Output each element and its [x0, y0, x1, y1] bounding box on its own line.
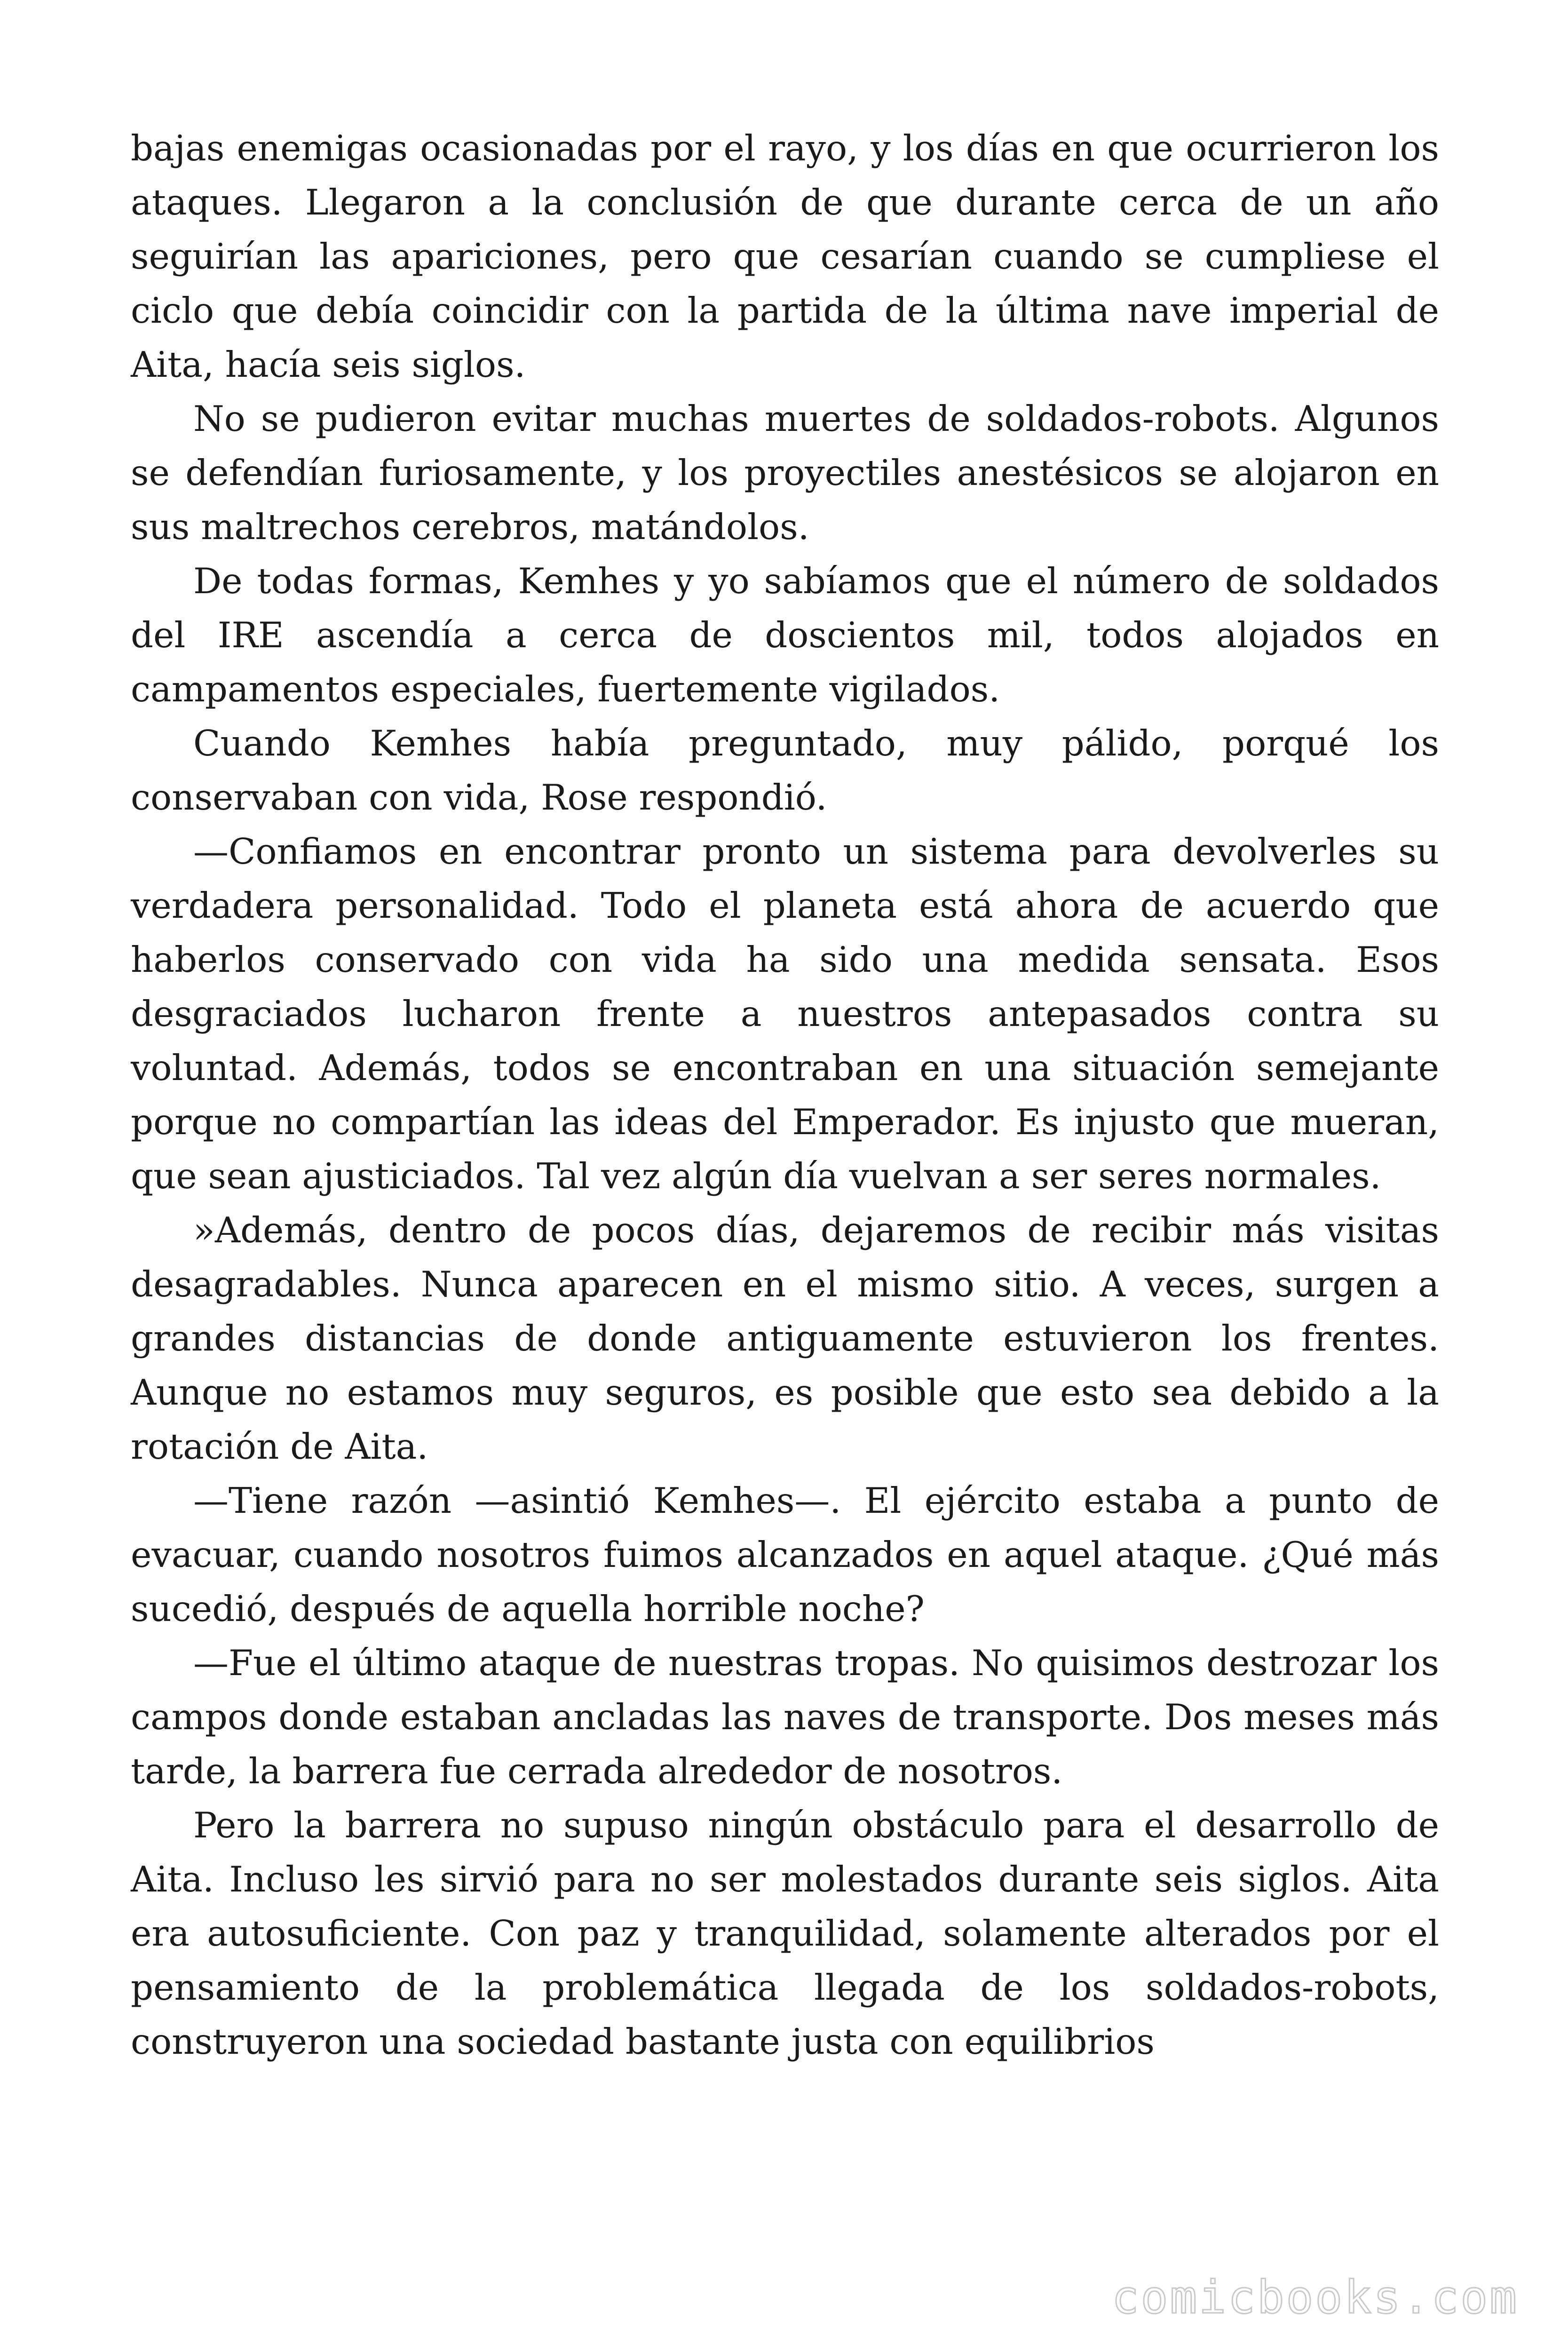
paragraph-8: —Fue el último ataque de nuestras tropas. No quisimos destrozar los campos donde estaban ancladas las naves de transporte. Dos meses más tarde, la barrera fue cerrada alrededor de nosotros.	[131, 1642, 1439, 1792]
watermark: comicbooks.com	[1111, 2271, 1519, 2324]
page-body	[131, 121, 1439, 2069]
paragraph-6: »Además, dentro de pocos días, dejaremos de recibir más visitas desagradables. Nunca aparecen en el mismo sitio. A veces, surgen a grandes distancias de donde antiguamente estuvieron los frentes. Aunque no estamos muy seguros, es posible que esto sea debido a la rotación de Aita.	[131, 1209, 1439, 1467]
paragraph-1: bajas enemigas ocasionadas por el rayo, y los días en que ocurrieron los ataques. Llegaron a la conclusión de que durante cerca de un año seguirían las apariciones, pero que cesarían cuando se cumpliese el ciclo que debía coincidir con la partida de la última nave imperial de Aita, hacía seis siglos.	[131, 127, 1439, 385]
paragraph-4: Cuando Kemhes había preguntado, muy pálido, porqué los conservaban con vida, Rose respondió.	[131, 723, 1439, 818]
paragraph-3: De todas formas, Kemhes y yo sabíamos que el número de soldados del IRE ascendía a cerca de doscientos mil, todos alojados en campamentos especiales, fuertemente vigilados.	[131, 560, 1439, 710]
paragraph-7: —Tiene razón —asintió Kemhes—. El ejército estaba a punto de evacuar, cuando nosotros fuimos alcanzados en aquel ataque. ¿Qué más sucedió, después de aquella horrible noche?	[131, 1480, 1439, 1629]
paragraph-2: No se pudieron evitar muchas muertes de soldados-robots. Algunos se defendían furiosamente, y los proyectiles anestésicos se alojaron en sus maltrechos cerebros, matándolos.	[131, 398, 1439, 548]
paragraph-5: —Confiamos en encontrar pronto un sistema para devolverles su verdadera personalidad. Todo el planeta está ahora de acuerdo que haberlos conservado con vida ha sido una medida sensata. Esos desgraciados lucharon frente a nuestros antepasados contra su voluntad. Además, todos se encontraban en una situación semejante porque no compartían las ideas del Emperador. Es injusto que mueran, que sean ajusticiados. Tal vez algún día vuelvan a ser seres normales.	[131, 831, 1439, 1197]
paragraph-9: Pero la barrera no supuso ningún obstáculo para el desarrollo de Aita. Incluso les sirvió para no ser molestados durante seis siglos. Aita era autosuficiente. Con paz y tranquilidad, solamente alterados por el pensamiento de la problemática llegada de los soldados-robots, construyeron una sociedad bastante justa con equilibrios	[131, 1804, 1439, 2062]
